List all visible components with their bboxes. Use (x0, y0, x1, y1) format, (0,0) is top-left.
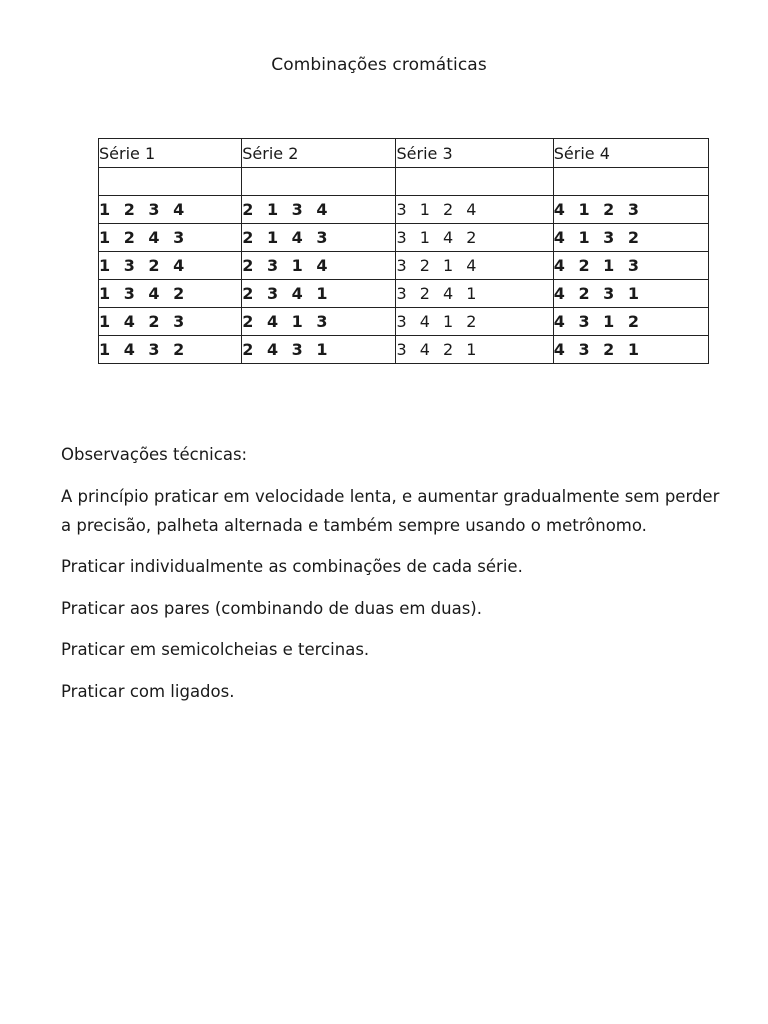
cell-value: 4 2 3 1 (553, 284, 643, 303)
cell-value: 1 4 3 2 (99, 340, 189, 359)
cell-value: 3 1 4 2 (396, 228, 481, 247)
table-cell (553, 280, 708, 308)
table-cell (99, 336, 242, 364)
table-cell (396, 336, 553, 364)
cell-value: 1 2 3 4 (99, 200, 189, 219)
cell-value: 4 3 1 2 (553, 312, 643, 331)
table-row (99, 196, 709, 224)
combinations-table (98, 138, 709, 364)
table-cell (99, 224, 242, 252)
cell-value: 3 2 1 4 (396, 256, 481, 275)
table-cell (553, 308, 708, 336)
table-cell (242, 168, 396, 196)
table-cell (242, 252, 396, 280)
table-cell (553, 168, 708, 196)
table-cell (396, 196, 553, 224)
cell-value: 2 3 1 4 (242, 256, 332, 275)
table-row (99, 336, 709, 364)
table-cell (396, 308, 553, 336)
page-title: Combinações cromáticas (271, 55, 487, 75)
table-cell (99, 168, 242, 196)
note-paragraph: Praticar aos pares (combinando de duas em duas). (61, 598, 482, 618)
table-cell (553, 252, 708, 280)
cell-value: 2 4 3 1 (242, 340, 332, 359)
note-paragraph: Praticar individualmente as combinações de cada série. (61, 557, 523, 576)
notes-heading: Observações técnicas: (61, 445, 248, 464)
table-cell (242, 308, 396, 336)
table-cell (242, 196, 396, 224)
table-header-row (99, 139, 709, 168)
table-row (99, 252, 709, 280)
column-header: Série 1 (99, 139, 242, 168)
table-cell (553, 224, 708, 252)
cell-value: 1 3 2 4 (99, 256, 189, 275)
column-header: Série 2 (242, 139, 396, 168)
cell-value: 3 2 4 1 (396, 284, 481, 303)
cell-value: 4 1 3 2 (553, 228, 643, 247)
column-header: Série 4 (553, 139, 708, 168)
table-cell (396, 252, 553, 280)
cell-value: 4 1 2 3 (553, 200, 643, 219)
table-cell (99, 252, 242, 280)
cell-value: 4 2 1 3 (553, 256, 643, 275)
cell-value: 2 4 1 3 (242, 312, 332, 331)
cell-value: 1 2 4 3 (99, 228, 189, 247)
table-row (99, 280, 709, 308)
table-cell (396, 224, 553, 252)
cell-value: 3 4 1 2 (396, 312, 481, 331)
table-row (99, 224, 709, 252)
table-cell (99, 196, 242, 224)
note-paragraph: Praticar com ligados. (61, 681, 235, 701)
table-row-empty (99, 168, 709, 196)
table-row (99, 308, 709, 336)
cell-value: 2 1 3 4 (242, 200, 332, 219)
cell-value: 1 4 2 3 (99, 312, 189, 331)
table-cell (99, 280, 242, 308)
table-cell (396, 168, 553, 196)
cell-value: 2 3 4 1 (242, 284, 332, 303)
cell-value: 4 3 2 1 (553, 340, 643, 359)
note-paragraph: Praticar em semicolcheias e tercinas. (61, 640, 370, 659)
table-cell (99, 308, 242, 336)
column-header: Série 3 (396, 139, 553, 168)
table-cell (553, 336, 708, 364)
note-paragraph: A princípio praticar em velocidade lenta, e aumentar gradualmente sem perder a precisão, palheta alternada e também sempre usando o metrônomo. (61, 487, 720, 535)
cell-value: 1 3 4 2 (99, 284, 189, 303)
table-cell (242, 280, 396, 308)
cell-value: 3 4 2 1 (396, 340, 481, 359)
cell-value: 3 1 2 4 (396, 200, 481, 219)
table-cell (553, 196, 708, 224)
cell-value: 2 1 4 3 (242, 228, 332, 247)
table-cell (396, 280, 553, 308)
technical-notes (61, 440, 726, 719)
table-cell (242, 336, 396, 364)
table-cell (242, 224, 396, 252)
